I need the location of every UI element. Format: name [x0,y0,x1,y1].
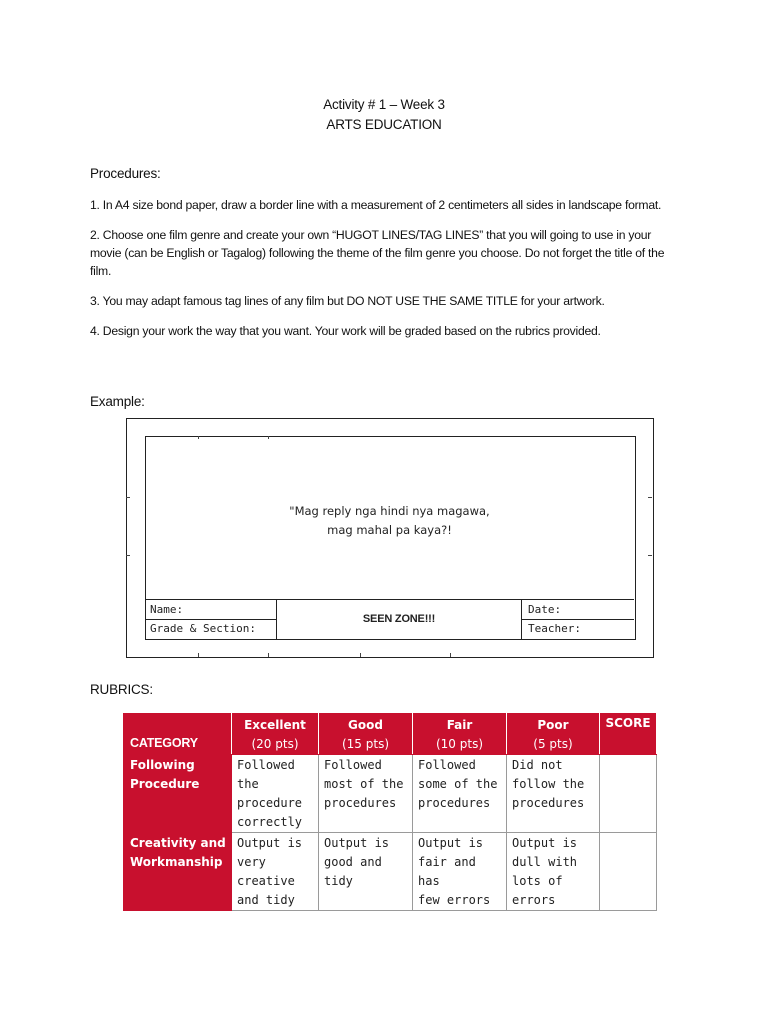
tick-mark [268,653,269,657]
table-row [124,833,657,911]
criteria-line: lots of [512,874,563,888]
level-label: Good [348,718,383,732]
criteria-line: Followed [418,758,476,772]
criteria-cell [413,833,507,911]
level-points: (15 pts) [341,737,390,751]
criteria-line: Output is [237,836,303,850]
category-following-procedure [124,755,232,833]
tick-mark [360,653,361,657]
category-line: Procedure [130,777,200,791]
category-line: Workmanship [130,855,223,869]
criteria-cell [319,755,413,833]
criteria-line: correctly [237,815,303,829]
category-line: Creativity and [130,836,226,850]
criteria-line: follow the [512,777,585,791]
activity-title: Activity # 1 – Week 3 [323,97,445,112]
table-row [124,755,657,833]
document-header [0,95,768,135]
tick-mark [648,497,652,498]
rubrics-table [123,713,657,911]
criteria-line: the [237,777,259,791]
category-creativity-workmanship [124,833,232,911]
rubric-header-row [124,714,657,755]
subject-title: ARTS EDUCATION [326,117,442,132]
teacher-label: Teacher: [528,622,581,635]
score-cell [600,833,657,911]
criteria-line: Output is [418,836,484,850]
procedures-list [90,196,680,352]
level-label: Fair [446,718,473,732]
criteria-cell [413,755,507,833]
score-cell [600,755,657,833]
film-title: SEEN ZONE!!! [276,600,522,639]
criteria-line: good and [324,855,382,869]
grade-section-label: Grade & Section: [150,622,256,635]
tick-mark [198,436,199,439]
tick-mark [648,555,652,556]
procedure-item-4: 4. Design your work the way that you want. Your work will be graded based on the rubrics provided. [90,324,601,338]
procedure-item-3: 3. You may adapt famous tag lines of any film but DO NOT USE THE SAME TITLE for your artwork. [90,294,605,308]
criteria-line: most of the [324,777,404,791]
category-header: CATEGORY [124,714,232,755]
level-label: Poor [537,718,569,732]
rubrics-heading: RUBRICS: [90,682,153,697]
tick-mark [198,653,199,657]
criteria-line: Followed [237,758,295,772]
criteria-cell [232,755,319,833]
criteria-line: procedures [418,796,491,810]
level-points: (5 pts) [533,737,573,751]
criteria-cell [507,833,600,911]
level-header-excellent [232,714,319,755]
level-label: Excellent [244,718,306,732]
tick-mark [126,497,130,498]
criteria-line: very [237,855,266,869]
tagline-line-1: "Mag reply nga hindi nya magawa, [289,504,490,518]
criteria-line: tidy [324,874,353,888]
date-label: Date: [522,600,634,620]
criteria-line: creative [237,874,295,888]
procedure-item-1: 1. In A4 size bond paper, draw a border line with a measurement of 2 centimeters all sides in landscape format. [90,198,662,212]
name-label: Name: [145,600,276,620]
criteria-line: fair and has [418,855,476,888]
tick-mark [450,653,451,657]
criteria-line: procedures [512,796,585,810]
criteria-line: dull with [512,855,578,869]
criteria-line: and tidy [237,893,295,907]
level-points: (20 pts) [251,737,299,751]
procedures-heading: Procedures: [90,166,161,181]
tick-mark [268,436,269,439]
level-header-poor [507,714,600,755]
example-heading: Example: [90,394,145,409]
criteria-cell [507,755,600,833]
criteria-line: Output is [324,836,390,850]
criteria-line: few errors [418,893,491,907]
criteria-line: Output is [512,836,578,850]
level-header-fair [413,714,507,755]
criteria-line: procedure [237,796,303,810]
level-points: (10 pts) [435,737,484,751]
procedure-item-2: 2. Choose one film genre and create your own “HUGOT LINES/TAG LINES” that you will going to use in your movie (can be English or Tagalog) following the theme of the film genre you choose. Do not forget the title of the film. [90,228,665,278]
example-info-grid [145,599,634,639]
category-line: Following [130,758,195,772]
criteria-line: procedures [324,796,397,810]
tagline-line-2: mag mahal pa kaya?! [327,523,452,537]
criteria-cell [319,833,413,911]
level-header-good [319,714,413,755]
criteria-line: Did not [512,758,563,772]
tick-mark [126,555,130,556]
criteria-line: errors [512,893,556,907]
score-header: SCORE [600,714,657,755]
criteria-cell [232,833,319,911]
example-tagline [145,502,634,540]
criteria-line: some of the [418,777,498,791]
criteria-line: Followed [324,758,382,772]
